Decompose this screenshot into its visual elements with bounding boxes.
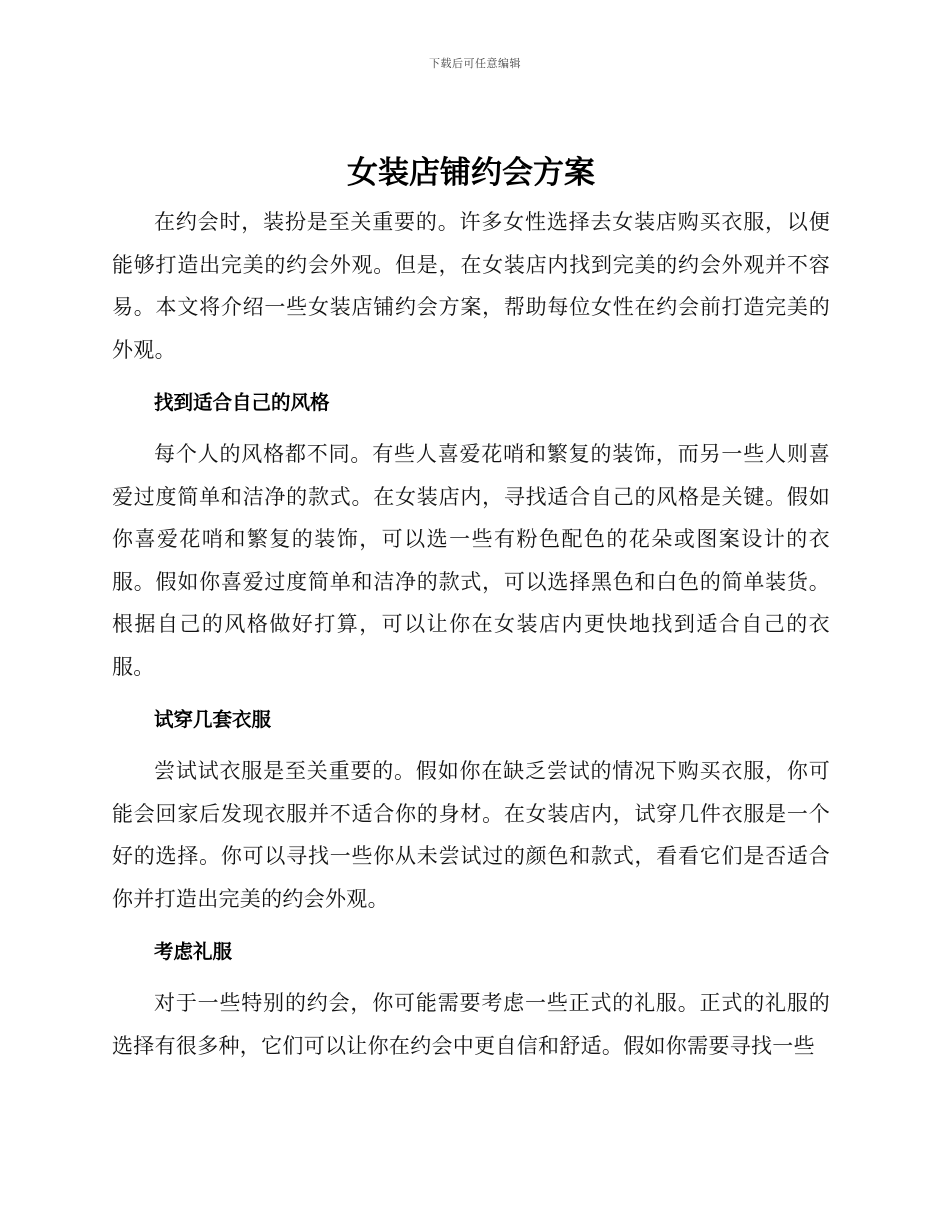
- document-title: 女装店铺约会方案: [347, 155, 595, 191]
- section-heading-try-on: 试穿几套衣服: [154, 708, 272, 731]
- document-body: [112, 145, 830, 1067]
- section-paragraph-formal-dress: 对于一些特别的约会，你可能需要考虑一些正式的礼服。正式的礼服的选择有很多种，它们可以让你在约会中更自信和舒适。假如你需要寻找一些: [112, 991, 830, 1058]
- page-header-note: 下载后可任意编辑: [429, 57, 521, 70]
- intro-paragraph: 在约会时，装扮是至关重要的。许多女性选择去女装店购买衣服，以便能够打造出完美的约会外观。但是，在女装店内找到完美的约会外观并不容易。本文将介绍一些女装店铺约会方案，帮助每位女性在约会前打造完美的外观。: [112, 210, 830, 362]
- section-heading-style: 找到适合自己的风格: [154, 391, 330, 414]
- section-heading-formal-dress: 考虑礼服: [154, 940, 233, 963]
- section-paragraph-style: 每个人的风格都不同。有些人喜爱花哨和繁复的装饰，而另一些人则喜爱过度简单和洁净的款式。在女装店内，寻找适合自己的风格是关键。假如你喜爱花哨和繁复的装饰，可以选一些有粉色配色的花朵或图案设计的衣服。假如你喜爱过度简单和洁净的款式，可以选择黑色和白色的简单装货。根据自己的风格做好打算，可以让你在女装店内更快地找到适合自己的衣服。: [112, 442, 830, 679]
- section-paragraph-try-on: 尝试试衣服是至关重要的。假如你在缺乏尝试的情况下购买衣服，你可能会回家后发现衣服并不适合你的身材。在女装店内，试穿几件衣服是一个好的选择。你可以寻找一些你从未尝试过的颜色和款式，看看它们是否适合你并打造出完美的约会外观。: [112, 759, 830, 911]
